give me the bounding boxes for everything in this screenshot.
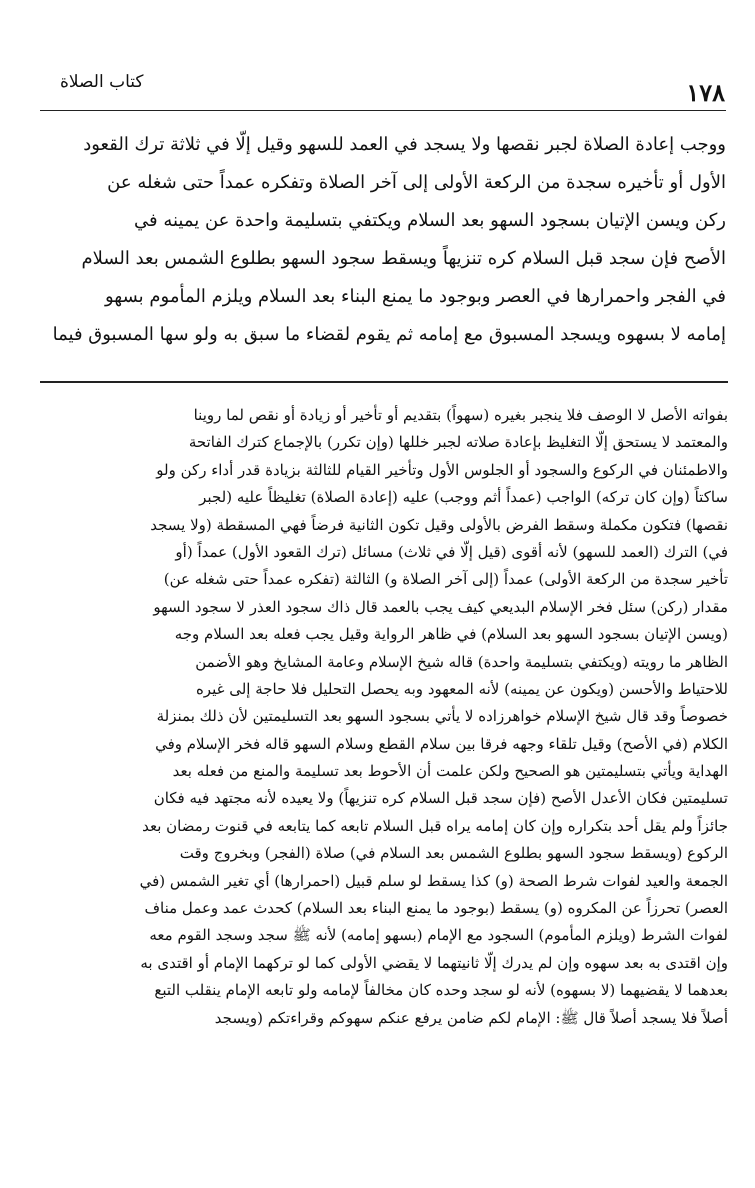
commentary-line: الظاهر ما رويته (ويكتفي بتسليمة واحدة) قاله شيخ الإسلام وعامة المشايخ وهو الأضمن xyxy=(195,652,728,671)
commentary-line: الكلام (في الأصح) وقيل تلقاء وجهه فرقا بين سلام القطع وسلام السهو قاله فخر الإسلام وفي xyxy=(155,734,728,753)
commentary-line: العصر) تحرزاً عن المكروه (و) يسقط (بوجود ما يمنع البناء بعد السلام) كحدث عمد وعمل مناف xyxy=(144,899,728,918)
main-text-line: في الفجر واحمرارها في العصر وبوجود ما يمنع البناء بعد السلام ويلزم المأموم بسهو xyxy=(105,286,726,307)
commentary-line: نقصها) فتكون مكملة وسقط الفرض بالأولى وقيل تكون الثانية فرضاً فهي المسقطة (ولا يسجد xyxy=(150,515,728,534)
commentary-line: بفواته الأصل لا الوصف فلا ينجبر بغيره (سهواً) بتقديم أو تأخير أو زيادة أو نقص لما روينا xyxy=(193,406,728,424)
commentary-line: الركوع (ويسقط سجود السهو بطلوع الشمس بعد السلام في) صلاة (الفجر) وبخروج وقت xyxy=(179,844,728,863)
commentary-line: مقدار (ركن) سئل فخر الإسلام البديعي كيف يجب بالعمد قال ذاك سجود العذر لا سجود السهو xyxy=(153,597,728,616)
commentary-line: أصلاً فلا يسجد أصلاً قال ﷺ: الإمام لكم ضامن يرفع عنكم سهوكم وقراءتكم (ويسجد xyxy=(214,1008,728,1027)
commentary-line: في) الترك (العمد للسهو) لأنه أقوى (قيل إلّا في ثلاث) مسائل (ترك القعود الأول) عمداً (أو xyxy=(175,542,728,561)
commentary-line: والمعتمد لا يستحق إلّا التغليظ بإعادة صلاته لجبر خللها (وإن تكرر) بالإجماع كترك الفاتحة xyxy=(188,433,728,452)
main-text-line: ركن ويسن الإتيان بسجود السهو بعد السلام ويكتفي بتسليمة واحدة عن يمينه في xyxy=(133,210,726,231)
section-divider xyxy=(40,381,728,383)
commentary-line: للاحتياط والأحسن (ويكون عن يمينه) لأنه المعهود وبه يحصل التحليل فلا حاجة إلى غيره xyxy=(195,679,728,698)
main-text-line: ووجب إعادة الصلاة لجبر نقصها ولا يسجد في العمد للسهو وقيل إلّا في ثلاثة ترك القعود xyxy=(83,134,726,155)
running-header xyxy=(60,72,725,112)
commentary-line: تأخير سجدة من الركعة الأولى) عمداً (إلى آخر الصلاة و) الثالثة (تفكره عمداً حتى شغله عن) xyxy=(163,570,728,589)
header-rule xyxy=(40,110,726,111)
commentary-line: الهداية ويأتي بتسليمتين هو الصحيح ولكن علمت أن الأحوط بعد تسليمة والمنع من فعله بعد xyxy=(172,762,728,781)
running-title: كتاب الصلاة xyxy=(60,72,144,92)
commentary-line: ساكتاً (وإن كان تركه) الواجب (عمداً أثم ووجب) عليه (إعادة الصلاة) تغليظاً عليه (لجبر xyxy=(199,488,728,507)
main-text-line: الأول أو تأخيره سجدة من الركعة الأولى إلى آخر الصلاة وتفكره عمداً حتى شغله عن xyxy=(107,172,726,193)
main-text-line: الأصح فإن سجد قبل السلام كره تنزيهاً ويسقط سجود السهو بطلوع الشمس بعد السلام xyxy=(81,248,726,269)
page-number: ١٧٨ xyxy=(686,78,725,107)
commentary-text xyxy=(40,402,728,1032)
commentary-line: (ويسن الإتيان بسجود السهو بعد السلام) في ظاهر الرواية وقيل يجب فعله بعد السلام وجه xyxy=(174,625,728,644)
main-text xyxy=(42,126,726,354)
commentary-line: وإن اقتدى به بعد سهوه وإن لم يدرك إلّا ثانيتهما لا يقضي الأولى كما لو تركهما الإمام أو اقتدى به xyxy=(140,953,728,972)
commentary-line: بعدهما لا يقضيهما (لا بسهوه) لأنه لو سجد وحده كان مخالفاً لإمامه ولو تابعه الإمام ينقلب التبع xyxy=(154,981,728,1000)
commentary-line: تسليمتين فكان الأعدل الأصح (فإن سجد قبل السلام كره تنزيهاً) ولا يعيده لأنه مجتهد فيه فكان xyxy=(153,789,728,808)
main-text-line: إمامه لا بسهوه ويسجد المسبوق مع إمامه ثم يقوم لقضاء ما سبق به ولو سها المسبوق فيما xyxy=(52,324,726,345)
commentary-line: الجمعة والعيد لفوات شرط الصحة (و) كذا يسقط لو سلم قبيل (احمرارها) أي تغير الشمس (في xyxy=(139,871,728,890)
commentary-line: لفوات الشرط (ويلزم المأموم) السجود مع الإمام (بسهو إمامه) لأنه ﷺ سجد وسجد القوم معه xyxy=(149,926,728,945)
commentary-line: جائزاً ولم يقل أحد بتكراره وإن كان إمامه يراه قبل السلام تابعه كما يتابعه في قنوت رمضان بعد xyxy=(142,816,728,835)
commentary-line: خصوصاً وقد قال شيخ الإسلام خواهرزاده لا يأتي بسجود السهو بعد التسليمتين لأن ذلك بمنزلة xyxy=(156,707,728,726)
commentary-line: والاطمئنان في الركوع والسجود أو الجلوس الأول وتأخير القيام للثالثة بزيادة قدر أداء ركن ولو xyxy=(156,460,728,479)
